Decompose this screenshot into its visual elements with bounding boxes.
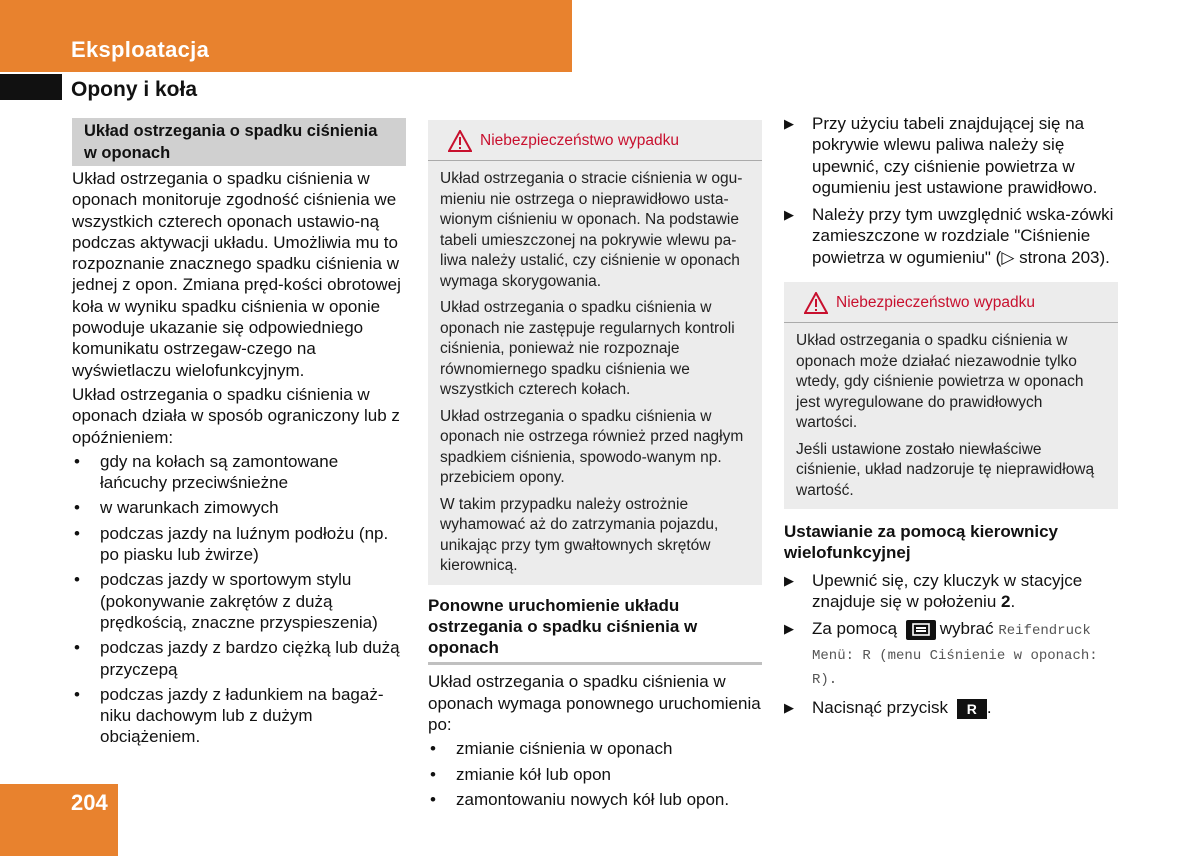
warning-paragraph: Jeśli ustawione zostało niewłaściwe ciśnienie, układ nadzoruje tę nieprawidłową wartość. <box>796 440 1095 499</box>
display-key-icon <box>906 620 936 640</box>
column-1 <box>72 118 406 752</box>
instruction-list <box>784 113 1118 268</box>
arrow-right-icon: ▶ <box>784 116 794 131</box>
warning-box <box>428 120 762 585</box>
arrow-right-icon: ▶ <box>784 572 794 588</box>
warning-box <box>784 282 1118 509</box>
divider <box>428 662 762 665</box>
list-item: ▶ Upewnić się, czy kluczyk w stacyjce znajduje się w położeniu 2. <box>784 570 1083 611</box>
menu-icon <box>906 620 936 640</box>
bullet-icon: • <box>74 570 80 590</box>
bullet-icon: • <box>74 638 80 658</box>
divider <box>784 322 1118 323</box>
section-marker <box>0 74 62 100</box>
divider <box>428 160 762 161</box>
heading-steering-wheel: Ustawianie za pomocą kierownicy wielofunkcyjnej <box>784 522 1058 563</box>
steps-list <box>784 570 1118 719</box>
heading-tpms: Układ ostrzegania o spadku ciśnienia w oponach <box>72 118 406 166</box>
bullet-icon: • <box>430 764 436 784</box>
limitation-list <box>72 451 406 748</box>
paragraph: Układ ostrzegania o spadku ciśnienia w oponach wymaga ponownego uruchomienia po: <box>428 672 761 734</box>
list-item: • podczas jazdy w sportowym stylu (pokonywanie zakrętów z dużą prędkością, znaczne przyspieszenia) <box>74 570 378 632</box>
arrow-right-icon: ▶ <box>784 700 794 716</box>
page-number: 204 <box>71 790 108 815</box>
paragraph: Układ ostrzegania o spadku ciśnienia w oponach monitoruje zgodność ciśnienia we wszystkich czterech oponach ustawio-ną podczas aktywacji układu. Umożliwia mu to rozpoznanie znacznego spadku ciśnienia w jednej z opon. Zmiana pręd-kości obrotowej koła w wyniku spadku ciśnienia w oponie powoduje ukazanie się odpowiedniego komunikatu ostrzegaw-czego na wyświetlaczu wielofunkcyjnym. <box>72 169 401 380</box>
list-item: • podczas jazdy z ładunkiem na bagaż-niku dachowym lub z dużym obciążeniem. <box>74 684 384 747</box>
list-item: • zmianie kół lub opon <box>430 764 611 784</box>
page-title: Opony i koła <box>71 78 198 101</box>
arrow-right-icon: ▶ <box>784 621 794 637</box>
list-item: ▶ Przy użyciu tabeli znajdującej się na pokrywie wlewu paliwa należy się upewnić, czy ciśnienie powietrza w ogumieniu jest ustawione prawidłowo. <box>784 114 1098 197</box>
list-item: • podczas jazdy z bardzo ciężką lub dużą przyczepą <box>74 638 400 679</box>
column-2 <box>428 120 762 814</box>
bullet-icon: • <box>74 684 80 704</box>
r-key-icon: R <box>957 699 987 719</box>
arrow-right-icon: ▶ <box>784 207 794 223</box>
paragraph: Układ ostrzegania o spadku ciśnienia w oponach działa w sposób ograniczony lub z opóźnieniem: <box>72 384 400 447</box>
list-item: • podczas jazdy na luźnym podłożu (np. po piasku lub żwirze) <box>74 523 389 565</box>
warning-triangle-icon <box>448 130 472 152</box>
warning-paragraph: W takim przypadku należy ostrożnie wyhamować aż do zatrzymania pojazdu, unikając przy tym gwałtownych skrętów kierownicą. <box>440 495 719 574</box>
warning-paragraph: Układ ostrzegania o spadku ciśnienia w oponach nie zastępuje regularnych kontroli ciśnienia, ponieważ nie rozpoznaje równomiernego spadku ciśnienia we wszystkich czterech kołach. <box>440 299 735 398</box>
warning-paragraph: Układ ostrzegania o spadku ciśnienia w oponach może działać niezawodnie tylko wtedy, gdy ciśnienie powietrza w oponach jest wyregulowane do prawidłowych wartości. <box>796 332 1084 432</box>
bullet-icon: • <box>430 739 436 759</box>
warning-header: Niebezpieczeństwo wypadku <box>448 130 750 152</box>
column-3 <box>784 113 1118 725</box>
warning-paragraph: Układ ostrzegania o spadku ciśnienia w oponach nie ostrzega również przed nagłym spadkiem ciśnienia, spowodo-wanym np. przebiciem opony. <box>440 407 744 486</box>
warning-triangle-icon <box>804 292 828 314</box>
list-item: • gdy na kołach są zamontowane łańcuchy przeciwśnieżne <box>74 451 339 493</box>
list-item: ▶ Nacisnąć przycisk R . <box>784 698 992 718</box>
list-item: ▶ Za pomocą wybrać Reifendruck Menü: R (menu Ciśnienie w oponach: R). <box>784 619 1098 688</box>
list-item: • zmianie ciśnienia w oponach <box>430 739 673 759</box>
bullet-icon: • <box>74 523 80 543</box>
bullet-icon: • <box>430 789 436 809</box>
warning-header: Niebezpieczeństwo wypadku <box>804 292 1106 314</box>
list-item: ▶ Należy przy tym uwzględnić wska-zówki zamieszczone w rozdziale "Ciśnienie powietrza w ogumieniu" (▷ strona 203). <box>784 205 1114 267</box>
list-item: • w warunkach zimowych <box>74 498 279 518</box>
bullet-icon: • <box>74 498 80 518</box>
heading-reset: Ponowne uruchomienie układu ostrzegania o spadku ciśnienia w oponach <box>428 595 698 658</box>
reset-condition-list <box>428 738 762 810</box>
bullet-icon: • <box>74 451 80 471</box>
warning-paragraph: Układ ostrzegania o stracie ciśnienia w ogu-mieniu nie ostrzega o nieprawidłowo usta-wionym ciśnieniu w oponach. Na podstawie tabeli umieszczonej na pokrywie wlewu pa-liwa należy ustalić, czy ciśnienie w oponach wymaga skorygowania. <box>440 170 743 290</box>
list-item: • zamontowaniu nowych kół lub opon. <box>430 789 730 809</box>
section-title: Eksploatacja <box>71 37 210 62</box>
